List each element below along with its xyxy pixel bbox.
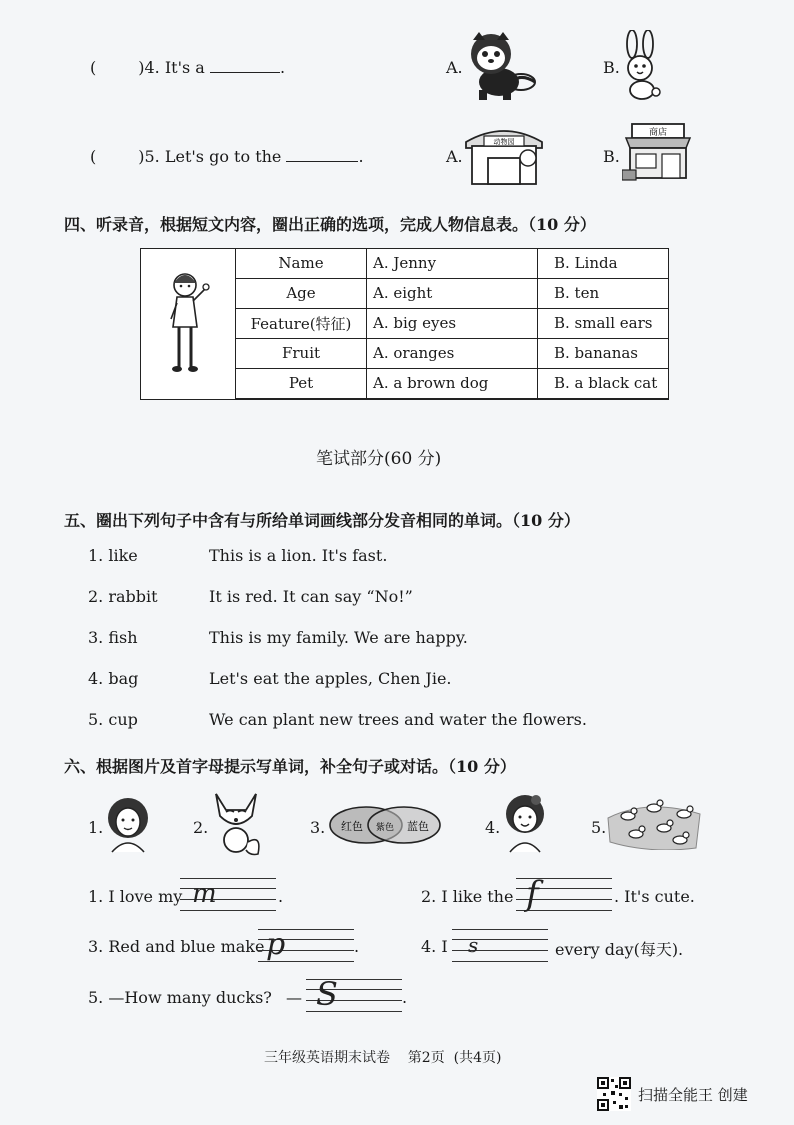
section5-title: 五、圈出下列句子中含有与所给单词画线部分发音相同的单词。（10 分）: [64, 511, 580, 530]
row-label: Feature(特征): [236, 308, 367, 338]
hint-letter-p: p: [266, 927, 286, 962]
s6-sentence-5-prefix: 5. —How many ducks?: [88, 988, 272, 1007]
s5-item-2: 2. rabbit: [88, 587, 158, 606]
written-part-title: 笔试部分(60 分): [316, 449, 442, 469]
s6-writing-lines-1[interactable]: [180, 878, 276, 912]
s5-sentence[interactable]: Let's eat the apples, Chen Jie.: [209, 669, 452, 688]
option-a-cell[interactable]: A. oranges: [367, 338, 538, 368]
s6-sentence-2-prefix: 2. I like the: [421, 887, 514, 906]
q5-paren-open: (: [90, 147, 97, 166]
rabbit-icon[interactable]: [618, 30, 666, 102]
hint-letter-m: m: [192, 879, 217, 909]
s5-sentence[interactable]: We can plant new trees and water the flowers.: [209, 710, 587, 729]
s5-word: bag: [108, 669, 139, 688]
q5-paren-close: ): [138, 147, 145, 166]
s6-sentence-1-prefix: 1. I love my: [88, 887, 183, 906]
shop-icon[interactable]: [622, 120, 694, 182]
s6-sentence-3-prefix: 3. Red and blue make: [88, 937, 265, 956]
s5-item-4: 4. bag: [88, 669, 139, 688]
hint-letter-s: s: [468, 933, 479, 957]
s6-writing-lines-2[interactable]: [516, 874, 612, 914]
option-b-cell[interactable]: B. Linda: [538, 248, 669, 278]
option-a-cell[interactable]: A. big eyes: [367, 308, 538, 338]
q4-blank[interactable]: [210, 72, 280, 73]
row-label: Age: [236, 278, 367, 308]
option-b-cell[interactable]: B. bananas: [538, 338, 669, 368]
s6-writing-lines-3[interactable]: [258, 929, 354, 963]
s5-word: rabbit: [108, 587, 158, 606]
venn-color-diagram: [326, 804, 444, 846]
table-row: [236, 338, 669, 368]
ducks-icon: [606, 792, 702, 850]
row-label: Name: [236, 248, 367, 278]
q5-line: ( )5. Let's go to the .: [90, 147, 364, 166]
q5-option-b-label: B.: [603, 147, 620, 166]
q4-text: It's a: [164, 58, 205, 77]
q5-number: 5.: [144, 147, 160, 166]
q4-paren-open: (: [90, 58, 97, 77]
pic-num-3: 3.: [310, 818, 326, 837]
info-table: [235, 248, 669, 399]
q5-option-a-label: A.: [446, 147, 463, 166]
s6-sentence-4-prefix: 4. I: [421, 937, 448, 956]
q4-option-a-label: A.: [446, 58, 463, 77]
pic-num-4: 4.: [485, 818, 501, 837]
q4-line: ( )4. It's a .: [90, 58, 286, 77]
s6-writing-lines-5[interactable]: [306, 975, 402, 1013]
pic-num-1: 1.: [88, 818, 104, 837]
row-label: Pet: [236, 368, 367, 398]
scanner-watermark: 扫描全能王 创建: [638, 1086, 748, 1104]
s6-writing-lines-4[interactable]: [452, 929, 548, 963]
mother-icon: [104, 794, 152, 854]
pic-num-2: 2.: [193, 818, 209, 837]
fox-icon: [208, 790, 264, 858]
table-row: [236, 278, 669, 308]
option-a-cell[interactable]: A. eight: [367, 278, 538, 308]
hint-letter-f: f: [526, 874, 539, 914]
sister-icon: [500, 792, 550, 854]
option-a-cell[interactable]: A. Jenny: [367, 248, 538, 278]
row-label: Fruit: [236, 338, 367, 368]
qr-code-icon: [597, 1077, 631, 1111]
option-a-cell[interactable]: A. a brown dog: [367, 368, 538, 398]
venn-mid-label: 紫色: [375, 823, 395, 833]
s5-word: like: [108, 546, 138, 565]
s5-sentence[interactable]: This is my family. We are happy.: [209, 628, 468, 647]
s5-item-1: 1. like: [88, 546, 138, 565]
q4-option-b-label: B.: [603, 58, 620, 77]
s5-word: cup: [108, 710, 138, 729]
q4-paren-close: ): [138, 58, 145, 77]
s5-sentence[interactable]: It is red. It can say “No!”: [209, 587, 413, 606]
s5-item-3: 3. fish: [88, 628, 138, 647]
s5-sentence[interactable]: This is a lion. It's fast.: [209, 546, 388, 565]
q4-number: 4.: [144, 58, 160, 77]
hint-letter-S: S: [316, 975, 338, 1013]
pic-num-5: 5.: [591, 818, 607, 837]
venn-left-label: 红色: [341, 820, 363, 833]
info-table-frame: [140, 248, 669, 400]
venn-right-label: 蓝色: [407, 820, 429, 833]
q5-blank[interactable]: [286, 161, 358, 162]
option-b-cell[interactable]: B. small ears: [538, 308, 669, 338]
option-b-cell[interactable]: B. a black cat: [538, 368, 669, 398]
section6-title: 六、根据图片及首字母提示写单词，补全句子或对话。（10 分）: [64, 757, 516, 776]
page-footer: 三年级英语期末试卷 第2页 (共4页): [264, 1050, 502, 1066]
zoo-gate-icon[interactable]: [462, 122, 546, 186]
q5-text: Let's go to the: [164, 147, 282, 166]
girl-figure-icon: [163, 269, 215, 381]
option-b-cell[interactable]: B. ten: [538, 278, 669, 308]
table-row: [236, 308, 669, 338]
table-row: [236, 368, 669, 398]
section4-title: 四、听录音，根据短文内容，圈出正确的选项，完成人物信息表。（10 分）: [64, 215, 596, 234]
s5-word: fish: [108, 628, 138, 647]
table-row: [236, 248, 669, 278]
zoo-sign-text: 动物园: [493, 138, 515, 146]
red-panda-icon[interactable]: [463, 30, 541, 102]
s5-item-5: 5. cup: [88, 710, 138, 729]
shop-sign-text: 商店: [648, 128, 668, 138]
